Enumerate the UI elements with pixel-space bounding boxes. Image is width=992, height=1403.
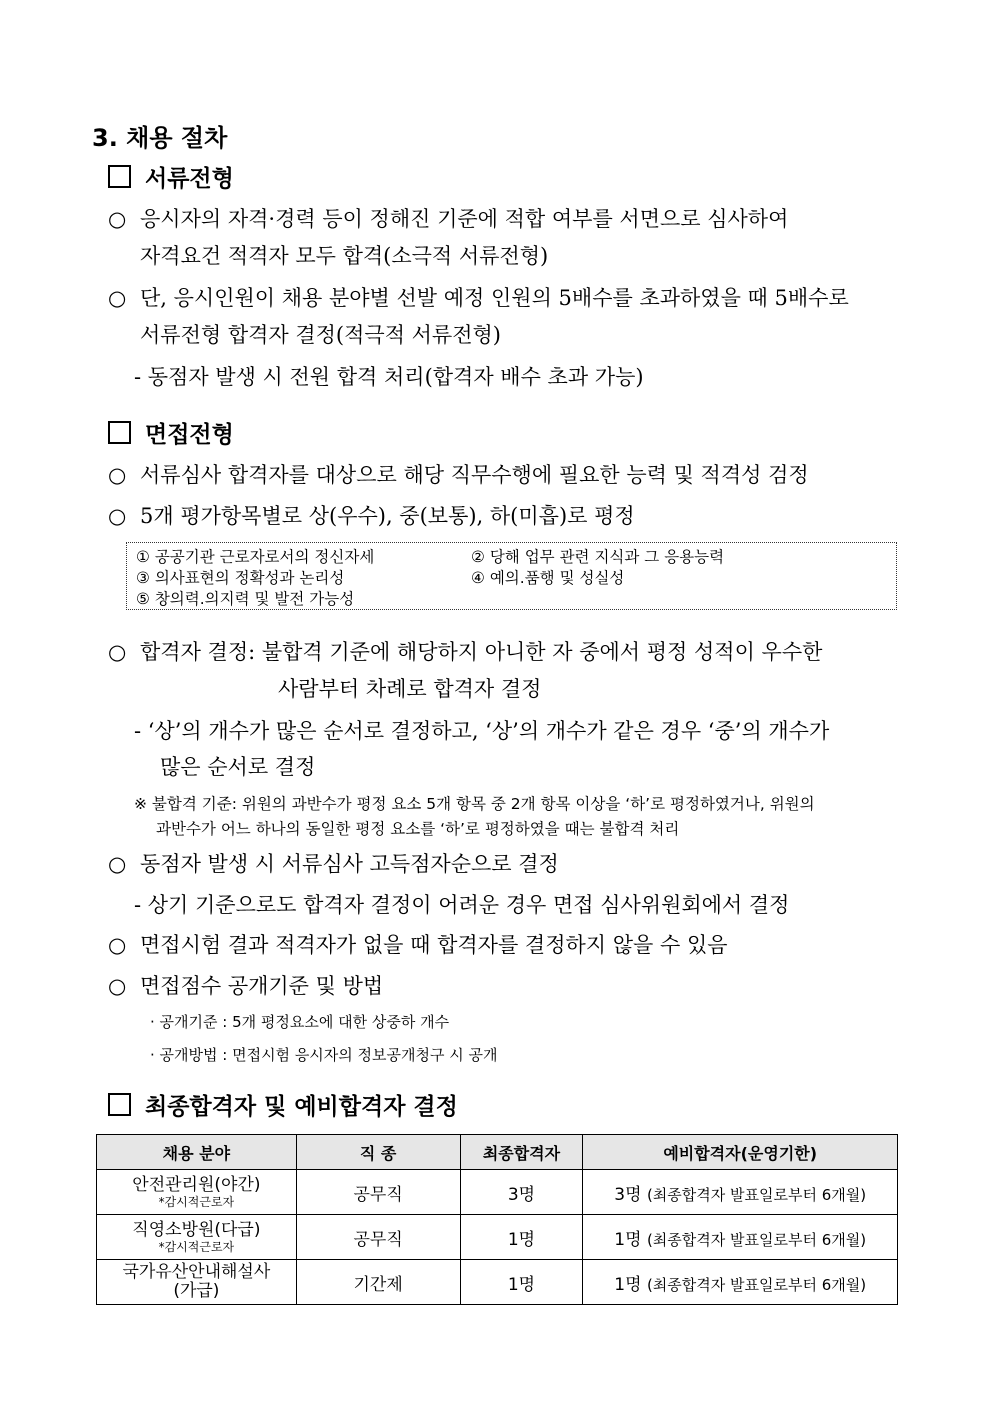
criterion-4: ④ 예의.품행 및 성실성 <box>471 569 625 587</box>
cell-final: 1명 <box>460 1260 583 1305</box>
decision-sub: - ‘상’의 개수가 많은 순서로 결정하고, ‘상’의 개수가 같은 경우 ‘중’의 개수가 <box>134 719 830 743</box>
circle-bullet-icon: ○ <box>108 463 127 487</box>
table-row <box>97 1170 898 1215</box>
disclosure-method: · 공개방법 : 면접시험 응시자의 정보공개청구 시 공개 <box>150 1046 498 1064</box>
fail-criteria-note-cont: 과반수가 어느 하나의 동일한 평정 요소를 ‘하’로 평정하였을 때는 불합격 처리 <box>156 820 680 838</box>
reserve-period: (최종합격자 발표일로부터 6개월) <box>646 1230 867 1249</box>
header-field: 채용 분야 <box>97 1135 297 1170</box>
no-pass-item-text: 면접시험 결과 적격자가 없을 때 합격자를 결정하지 않을 수 있음 <box>140 933 728 957</box>
section-interview-label: 면접전형 <box>145 422 234 448</box>
circle-bullet-icon: ○ <box>108 504 127 528</box>
interview-item-1 <box>108 459 809 489</box>
document-item-2-sub: - 동점자 발생 시 전원 합격 처리(합격자 배수 초과 가능) <box>134 365 644 389</box>
decision-sub-cont: 많은 순서로 결정 <box>160 755 316 779</box>
reserve-count: 3명 <box>614 1184 642 1205</box>
interview-item-2-text: 5개 평가항목별로 상(우수), 중(보통), 하(미흡)로 평정 <box>140 504 635 528</box>
criterion-2: ② 당해 업무 관련 지식과 그 응용능력 <box>471 548 725 566</box>
table-header-row <box>97 1135 898 1170</box>
reserve-period: (최종합격자 발표일로부터 6개월) <box>646 1275 867 1294</box>
field-name: 안전관리원(야간) <box>132 1174 261 1195</box>
reserve-period: (최종합격자 발표일로부터 6개월) <box>646 1185 867 1204</box>
document-item-1 <box>108 203 788 233</box>
final-result-table <box>96 1134 898 1305</box>
fail-criteria-note: ※ 불합격 기준: 위원의 과반수가 평정 요소 5개 항목 중 2개 항목 이상을 ‘하’로 평정하였거나, 위원의 <box>134 795 815 813</box>
header-reserve: 예비합격자(운영기한) <box>583 1135 898 1170</box>
tie-sub: - 상기 기준으로도 합격자 결정이 어려운 경우 면접 심사위원회에서 결정 <box>134 893 790 917</box>
reserve-count: 1명 <box>614 1229 642 1250</box>
document-item-2-cont: 서류전형 합격자 결정(적극적 서류전형) <box>140 323 501 347</box>
circle-bullet-icon: ○ <box>108 286 127 310</box>
criterion-5: ⑤ 창의력.의지력 및 발전 가능성 <box>136 590 355 608</box>
circle-bullet-icon: ○ <box>108 207 127 231</box>
circle-bullet-icon: ○ <box>108 640 127 664</box>
reserve-count: 1명 <box>614 1274 642 1295</box>
tie-item <box>108 848 559 878</box>
criterion-3: ③ 의사표현의 정확성과 논리성 <box>136 569 345 587</box>
section-final-title <box>108 1088 458 1121</box>
circle-bullet-icon: ○ <box>108 974 127 998</box>
field-sub: *감시적근로자 <box>158 1239 235 1254</box>
section-document-label: 서류전형 <box>145 166 234 192</box>
document-item-2-text: 단, 응시인원이 채용 분야별 선발 예정 인원의 5배수를 초과하였을 때 5배수로 <box>140 286 849 310</box>
field-sub: *감시적근로자 <box>158 1194 235 1209</box>
table-row <box>97 1260 898 1305</box>
disclosure-item-text: 면접점수 공개기준 및 방법 <box>140 974 384 998</box>
section-document-title <box>108 160 234 193</box>
field-name: 직영소방원(다급) <box>132 1219 261 1240</box>
evaluation-criteria-box <box>126 542 897 610</box>
cell-type: 공무직 <box>296 1215 460 1260</box>
decision-item <box>108 636 822 666</box>
table-row <box>97 1215 898 1260</box>
checkbox-square-icon <box>108 1093 131 1116</box>
no-pass-item <box>108 929 728 959</box>
cell-final: 1명 <box>460 1215 583 1260</box>
field-sub: (가급) <box>173 1281 220 1301</box>
section-final-label: 최종합격자 및 예비합격자 결정 <box>145 1094 458 1120</box>
cell-field <box>97 1215 297 1260</box>
field-name: 국가유산안내해설사 <box>122 1262 271 1282</box>
cell-field <box>97 1170 297 1215</box>
checkbox-square-icon <box>108 421 131 444</box>
header-type: 직 종 <box>296 1135 460 1170</box>
decision-item-text: 합격자 결정: 불합격 기준에 해당하지 아니한 자 중에서 평정 성적이 우수한 <box>140 640 823 664</box>
tie-item-text: 동점자 발생 시 서류심사 고득점자순으로 결정 <box>140 852 559 876</box>
document-item-1-text: 응시자의 자격·경력 등이 정해진 기준에 적합 여부를 서면으로 심사하여 <box>140 207 789 231</box>
disclosure-item <box>108 970 383 1000</box>
cell-field <box>97 1260 297 1305</box>
cell-reserve <box>583 1215 898 1260</box>
cell-type: 기간제 <box>296 1260 460 1305</box>
disclosure-criteria: · 공개기준 : 5개 평정요소에 대한 상중하 개수 <box>150 1013 450 1031</box>
document-item-1-cont: 자격요건 적격자 모두 합격(소극적 서류전형) <box>140 244 549 268</box>
criterion-1: ① 공공기관 근로자로서의 정신자세 <box>136 548 375 566</box>
document-item-2 <box>108 282 849 312</box>
decision-item-cont: 사람부터 차례로 합격자 결정 <box>278 677 542 701</box>
cell-type: 공무직 <box>296 1170 460 1215</box>
interview-item-1-text: 서류심사 합격자를 대상으로 해당 직무수행에 필요한 능력 및 적격성 검정 <box>140 463 809 487</box>
section-interview-title <box>108 416 234 449</box>
header-final: 최종합격자 <box>460 1135 583 1170</box>
cell-reserve <box>583 1260 898 1305</box>
checkbox-square-icon <box>108 165 131 188</box>
cell-reserve <box>583 1170 898 1215</box>
interview-item-2 <box>108 500 635 530</box>
circle-bullet-icon: ○ <box>108 852 127 876</box>
cell-final: 3명 <box>460 1170 583 1215</box>
page-title: 3. 채용 절차 <box>92 124 228 152</box>
circle-bullet-icon: ○ <box>108 933 127 957</box>
